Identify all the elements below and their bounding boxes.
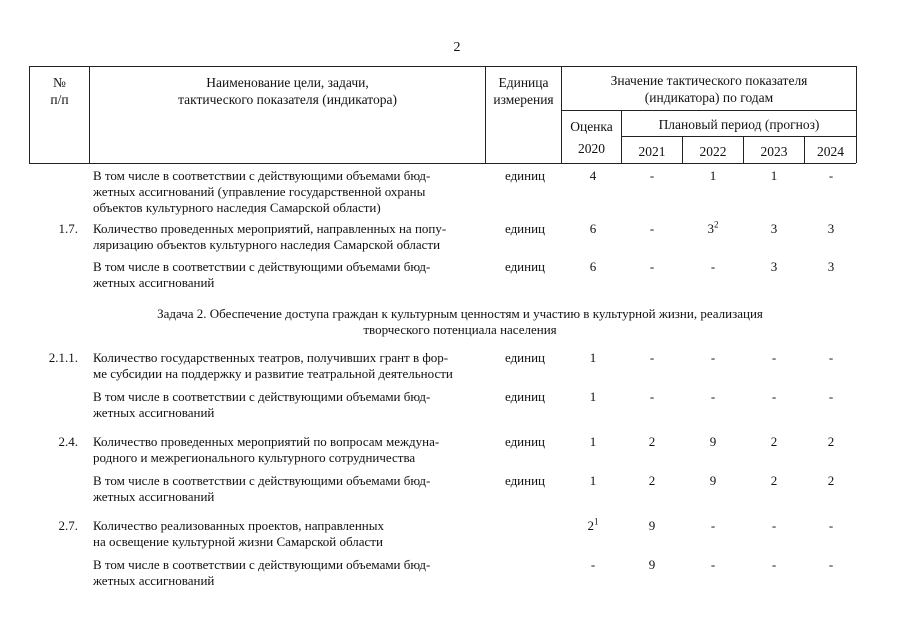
header-year-2024: 2024	[817, 144, 844, 159]
row-name: В том числе в соответствии с действующими объемами бюд- жетных ассигнований	[93, 473, 431, 504]
header-num: № п/п	[50, 75, 69, 107]
row-name: Количество проведенных мероприятий по вопросам междуна- родного и межрегионального культурного сотрудничества	[93, 434, 440, 465]
row-name: В том числе в соответствии с действующими объемами бюд- жетных ассигнований	[93, 259, 431, 290]
header-year-2022: 2022	[699, 144, 727, 159]
row-name: В том числе в соответствии с действующими объемами бюд- жетных ассигнований (управление государственной охраны объектов культурного наследия Самарской области)	[93, 168, 431, 215]
row-name: В том числе в соответствии с действующими объемами бюд- жетных ассигнований	[93, 389, 431, 420]
row-name: Количество реализованных проектов, направленных на освещение культурной жизни Самарской области	[93, 518, 384, 549]
row-name: Количество государственных театров, получивших грант в фор- ме субсидии на поддержку и развитие театральной деятельности	[93, 350, 453, 381]
task-2-heading: Задача 2. Обеспечение доступа граждан к культурным ценностям и участию в культурной жизни, реализация творческого потенциала населения	[157, 306, 763, 337]
header-year-2023: 2023	[760, 144, 788, 159]
row-name: Количество проведенных мероприятий, направленных на попу- ляризацию объектов культурного наследия Самарской области	[93, 221, 447, 252]
page-number: 2	[453, 40, 461, 55]
row-name: В том числе в соответствии с действующими объемами бюд- жетных ассигнований	[93, 557, 431, 588]
header-name: Наименование цели, задачи, тактического показателя (индикатора)	[178, 75, 397, 107]
header-unit: Единица измерения	[493, 75, 554, 107]
header-value: Значение тактического показателя (индикатора) по годам	[610, 73, 808, 105]
header-plan-period: Плановый период (прогноз)	[658, 117, 820, 132]
header-estimate: Оценка 2020	[570, 119, 613, 156]
header-year-2021: 2021	[638, 144, 666, 159]
